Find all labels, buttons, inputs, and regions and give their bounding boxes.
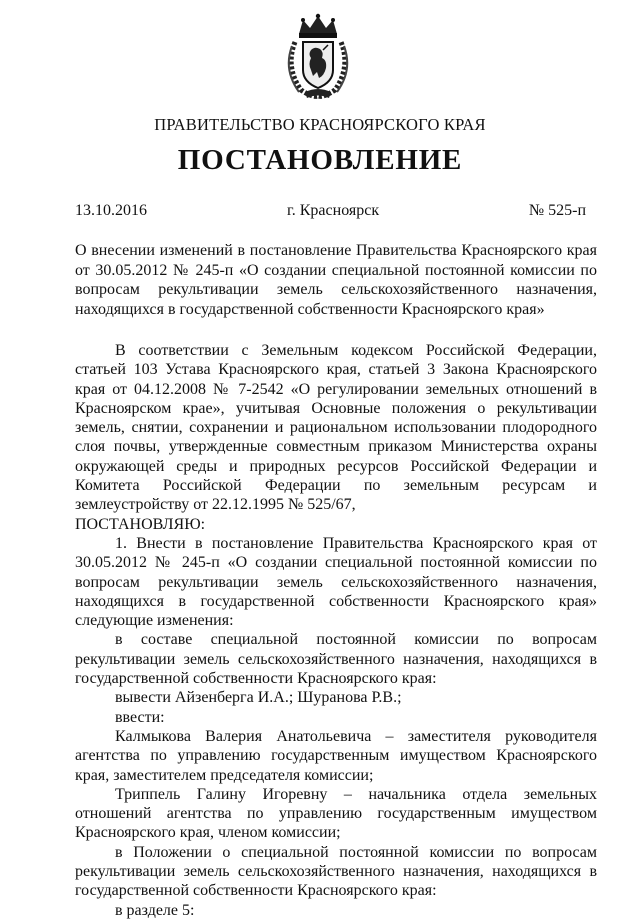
body-paragraph: в Положении о специальной постоянной комиссии по вопросам рекультивации земель сельскохозяйственного назначения, находящихся в государственной собственности Красноярского края: <box>75 843 597 900</box>
body-paragraph: в разделе 5: <box>115 901 195 919</box>
document-city: г. Красноярск <box>287 202 380 219</box>
body-paragraph: ПОСТАНОВЛЯЮ: <box>75 515 206 533</box>
body-paragraph: ввести: <box>115 708 165 726</box>
body-paragraph: В соответствии с Земельным кодексом Российской Федерации, статьей 103 Устава Красноярского края, статьей 3 Закона Красноярского края от 04.12.2008 № 7-2542 «О регулировании земельных отношений в Красноярском крае», учитывая Основные положения о рекультивации земель, снятии, сохранении и рациональном использовании плодородного слоя почвы, утвержденные совместным приказом Министерства охраны окружающей среды и природных ресурсов Российской Федерации и Комитета Российской Федерации по земельным ресурсам и землеустройству от 22.12.1995 № 525/67, <box>75 342 597 514</box>
body-paragraph: вывести Айзенберга И.А.; Шуранова Р.В.; <box>115 689 402 707</box>
krasnoyarsk-coat-of-arms-icon <box>283 12 353 102</box>
body-paragraph: Триппель Галину Игоревну – начальника отдела земельных отношений агентства по управлению государственным имуществом Красноярского края, членом комиссии; <box>75 785 597 842</box>
body-paragraph: 1. Внести в постановление Правительства Красноярского края от 30.05.2012 № 245-п «О создании специальной постоянной комиссии по вопросам рекультивации земель сельскохозяйственного назначения, находящихся в государственной собственности Красноярского края» следующие изменения: <box>75 534 597 630</box>
document-number: № 525-п <box>528 202 586 219</box>
body-paragraph: в составе специальной постоянной комиссии по вопросам рекультивации земель сельскохозяйственного назначения, находящихся в государственной собственности Красноярского края: <box>75 631 597 688</box>
document-body <box>75 341 597 920</box>
document-date: 13.10.2016 <box>75 202 147 219</box>
document-subject: О внесении изменений в постановление Правительства Красноярского края от 30.05.2012 № 245-п «О создании специальной постоянной комиссии по вопросам рекультивации земель сельскохозяйственного назначения, находящихся в государственной собственности Красноярского края» <box>75 242 597 318</box>
body-paragraph: Калмыкова Валерия Анатольевича – заместителя руководителя агентства по управлению государственным имуществом Красноярского края, заместителем председателя комиссии; <box>75 727 597 784</box>
document-type-title: ПОСТАНОВЛЕНИЕ <box>177 144 463 176</box>
government-title: ПРАВИТЕЛЬСТВО КРАСНОЯРСКОГО КРАЯ <box>154 115 486 134</box>
